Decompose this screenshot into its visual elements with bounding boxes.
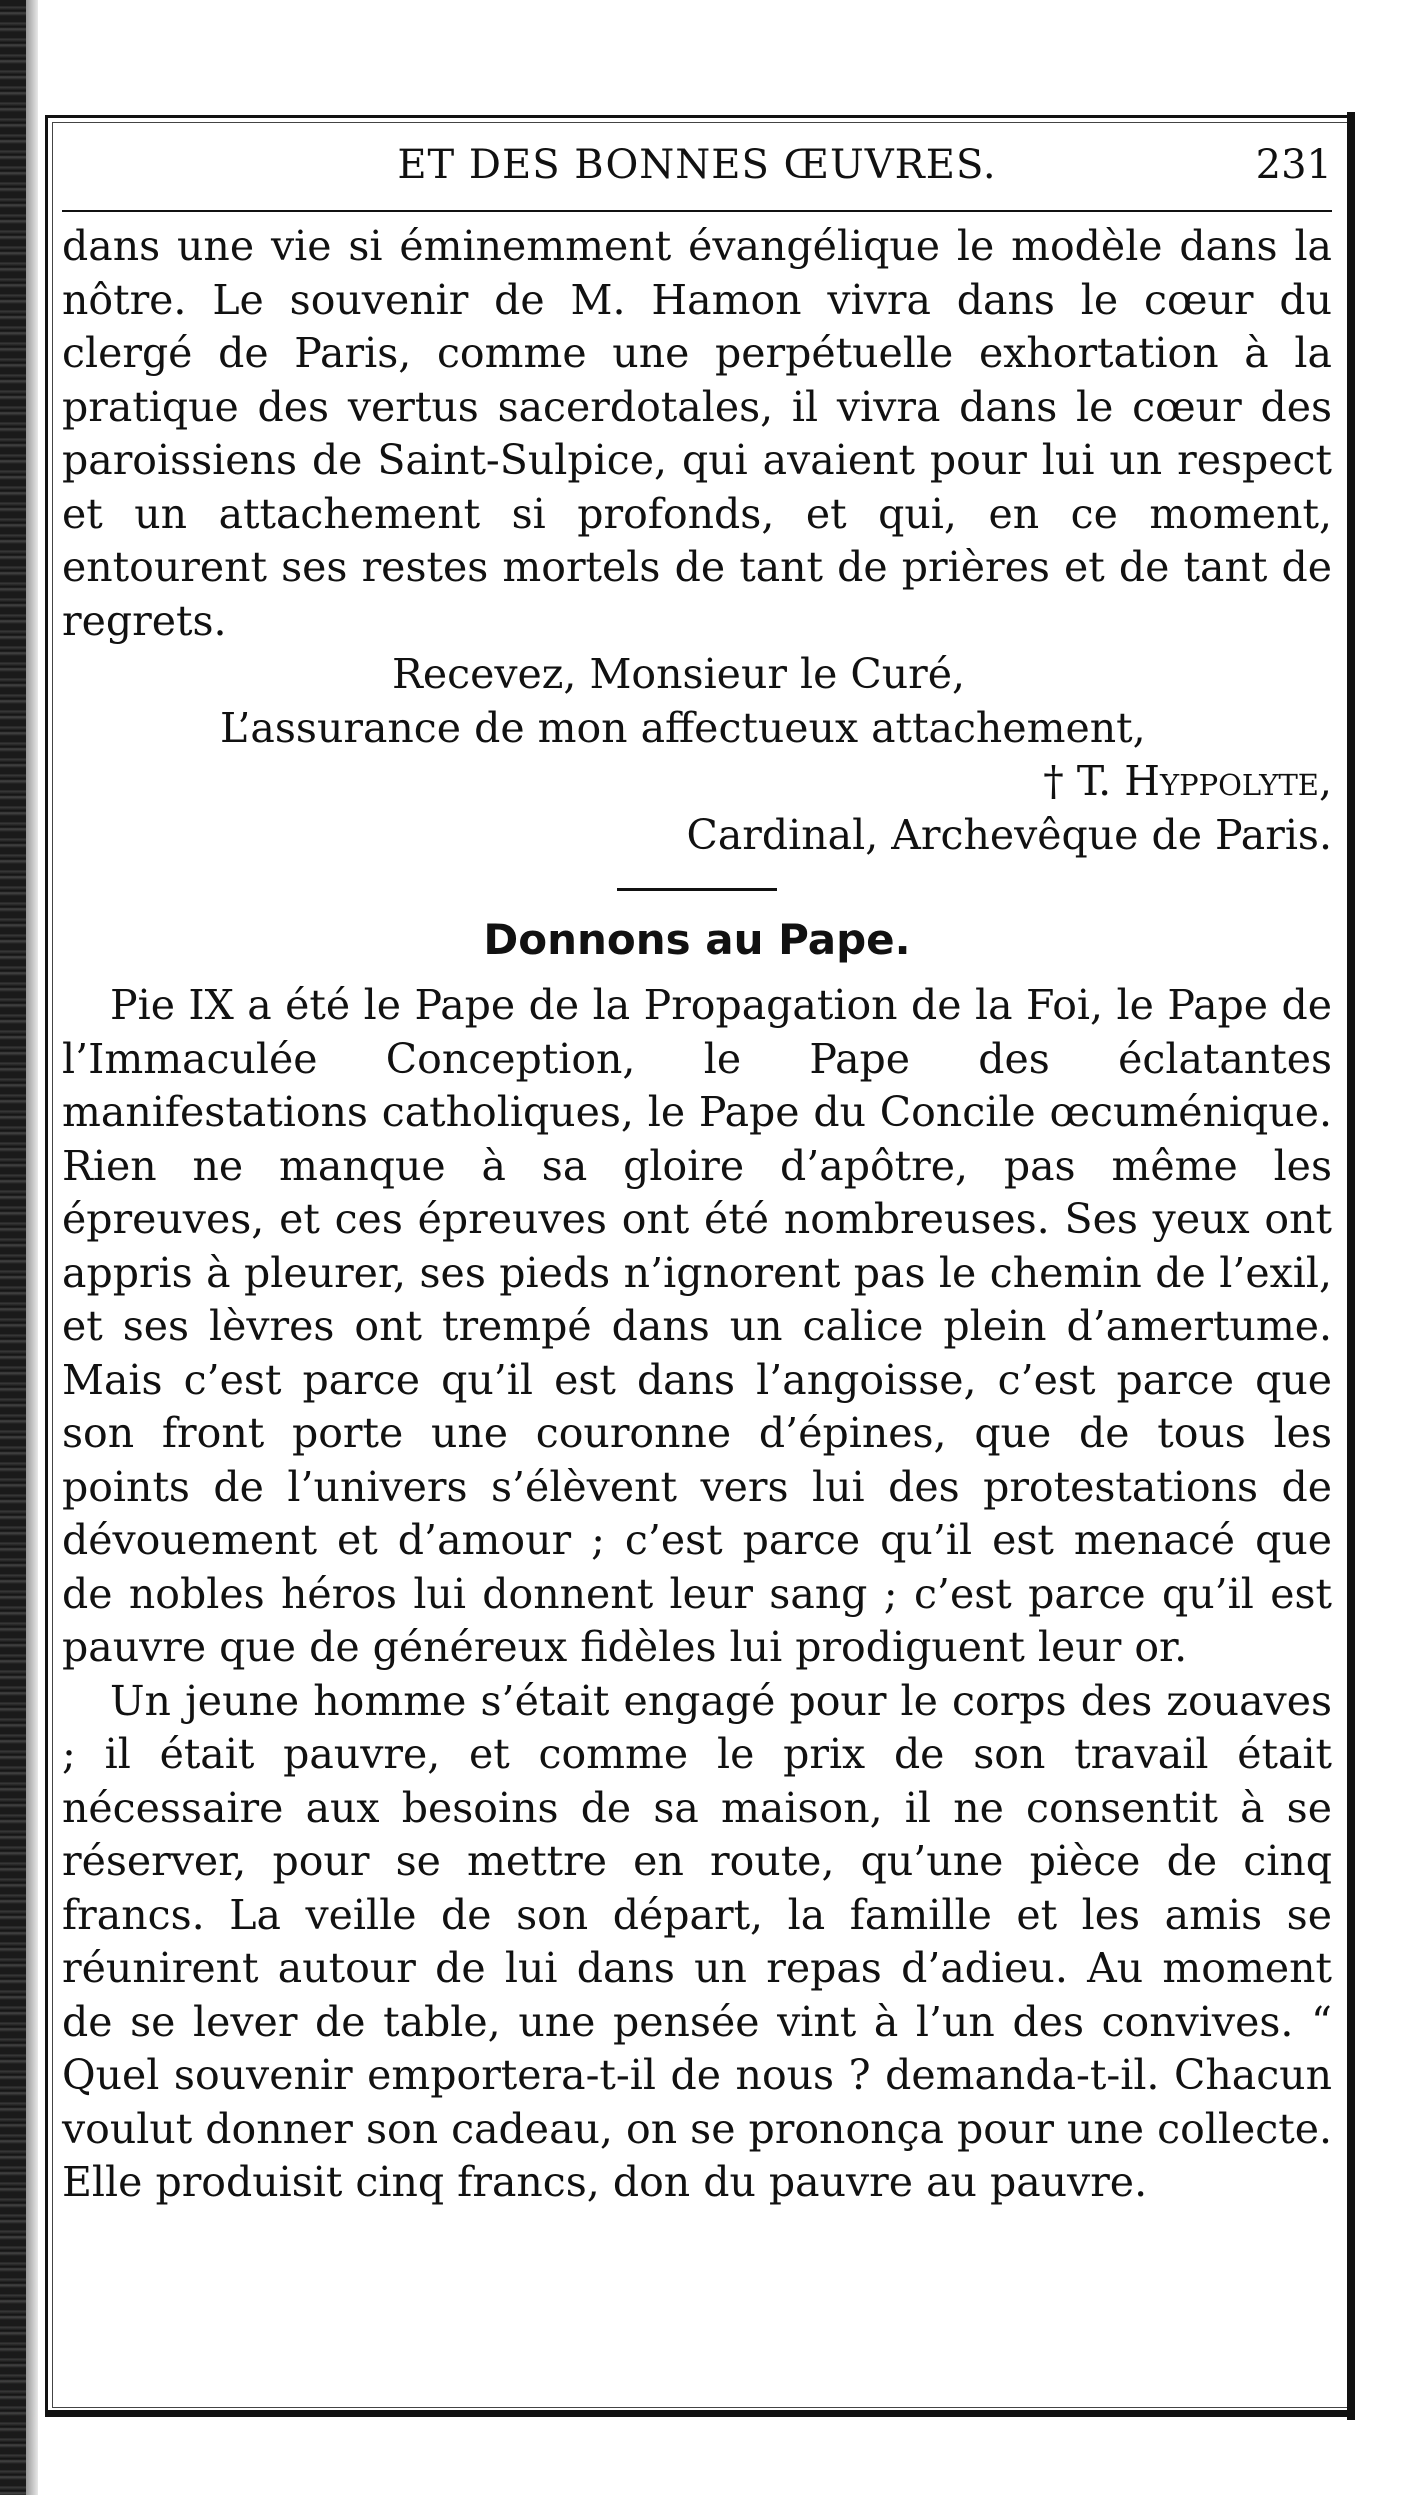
letter-closing [62,648,1332,862]
article-title: Donnons au Pape. [483,915,911,964]
running-head [62,130,1332,200]
page-gutter-shade [26,0,38,2495]
page-content [62,130,1332,2210]
running-head-rule [62,210,1332,212]
signature-title: Cardinal, Archevêque de Paris. [686,810,1332,859]
article-paragraph-2: Un jeune homme s’était engagé pour le corps des zouaves ; il était pauvre, et comme le prix de son travail était nécessaire aux besoins de sa maison, il ne consentit à se réserver, pour se mettre en route, qu’une pièce de cinq francs. La veille de son départ, la famille et les amis se réunirent autour de lui dans un repas d’adieu. Au moment de se lever de table, une pensée vint à l’un des convives. “ Quel souvenir emportera-t-il de nous ? demanda-t-il. Chacun voulut donner son cadeau, on se prononça pour une collecte. Elle produisit cinq francs, don du pauvre au pauvre. [62,1676,1332,2206]
article-paragraph-1: Pie IX a été le Pape de la Propagation de la Foi, le Pape de l’Immaculée Conception, le Pape des éclatantes manifestations catholiques, le Pape du Concile œcuménique. Rien ne manque à sa gloire d’apôtre, pas même les épreuves, et ces épreuves ont été nombreuses. Ses yeux ont appris à pleurer, ses pieds n’ignorent pas le chemin de l’exil, et ses lèvres ont trempé dans un calice plein d’amertume. Mais c’est parce qu’il est dans l’angoisse, c’est parce que son front porte une couronne d’épines, que de tous les points de l’univers s’élèvent vers lui des protestations de dévouement et d’amour ; c’est parce qu’il est menacé que de nobles héros lui donnent leur sang ; c’est parce qu’il est pauvre que de généreux fidèles lui prodiguent leur or. [62,981,1332,1671]
section-divider [617,888,777,891]
book-spine-shadow [0,0,26,2495]
salutation-line-2: L’assurance de mon affectueux attachement, [220,703,1146,752]
page-border-bottom-edge [45,2410,1355,2417]
signature: † T. Hyppolyte, [1043,757,1332,805]
salutation-line-1: Recevez, Monsieur le Curé, [392,650,966,698]
page-border-right-edge [1347,112,1355,2420]
running-head-title: ET DES BONNES ŒUVRES. [397,142,997,188]
letter-closing-paragraph: dans une vie si éminemment évangélique le modèle dans la nôtre. Le souvenir de M. Hamon vivra dans le cœur du clergé de Paris, comme une perpétuelle exhortation à la pratique des vertus sacerdotales, il vivra dans le cœur des paroissiens de Saint-Sulpice, qui avaient pour lui un respect et un attachement si profonds, et qui, en ce moment, entourent ses restes mortels de tant de prières et de tant de regrets. [62,222,1332,645]
page-number: 231 [1255,142,1332,188]
